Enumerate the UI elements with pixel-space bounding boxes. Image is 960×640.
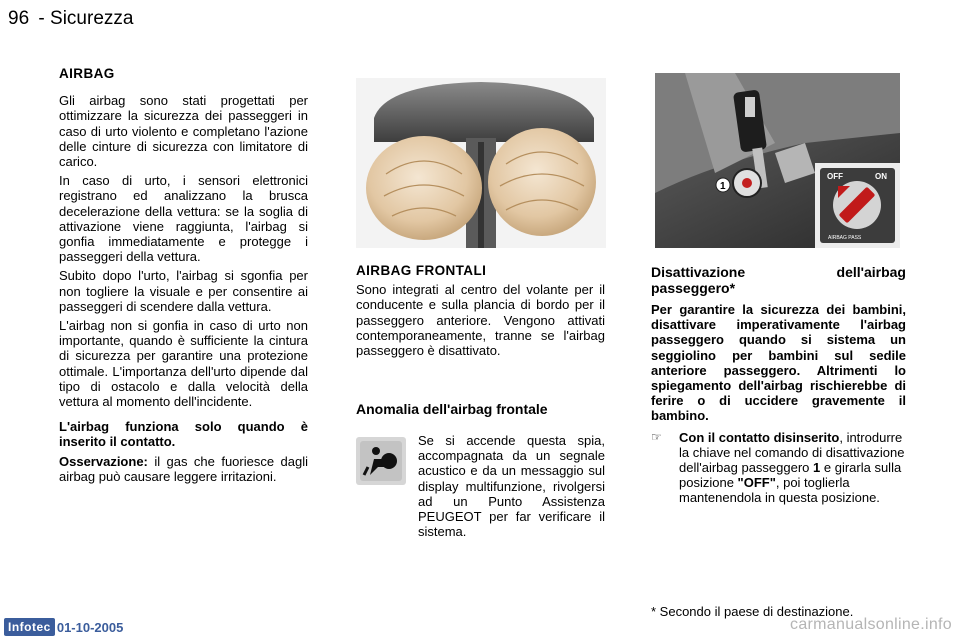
- watermark: carmanualsonline.info: [790, 616, 952, 633]
- infotec-logo: Infotec: [4, 618, 55, 636]
- switch-off-label: OFF: [827, 172, 843, 181]
- anomaly-text-block: [356, 433, 605, 543]
- frontal-airbags-illustration: [356, 78, 606, 248]
- pointing-hand-icon: ☞: [651, 429, 662, 444]
- frontal-airbags-para: Sono integrati al centro del volante per il conducente e sulla plancia di bordo per il passeggero anteriore. Vengono attivati contemporaneamente, tranne se l'airbag passeggero è disattivato.: [356, 282, 605, 359]
- page-header: [8, 8, 133, 30]
- airbag-para-2: In caso di urto, i sensori elettronici registrano ed analizzano la brusca decelerazione della vettura: se la soglia di attivazione viene raggiunta, l'airbag si gonfia immediatamente e protegge i passeggeri della vettura.: [59, 173, 308, 265]
- anomaly-title: Anomalia dell'airbag frontale: [356, 401, 548, 417]
- deactivation-bold-para: Per garantire la sicurezza dei bambini, disattivare imperativamente l'airbag passeggero quando si sistema un seggiolino per bambini sul sedile anteriore passeggero. Altrimenti lo spiegamento dell'airbag rischierebbe di ferire o di uccidere gravemente il bambino.: [651, 302, 906, 424]
- page-number: 96: [8, 8, 30, 29]
- airbag-para-1: Gli airbag sono stati progettati per ottimizzare la sicurezza dei passeggeri in caso di urto violento e completano l'azione delle cinture di sicurezza con limitatore di carico.: [59, 93, 308, 170]
- left-column: [59, 66, 308, 488]
- step-text-3: , poi toglierla mantenendola in questa posizione.: [679, 475, 880, 506]
- airbag-bold-note: L'airbag funziona solo quando è inserito il contatto.: [59, 419, 308, 450]
- middle-column: [356, 263, 605, 362]
- switch-on-label: ON: [875, 172, 887, 181]
- airbag-title: AIRBAG: [59, 66, 115, 81]
- observation-text: il gas che fuoriesce dagli airbag può causare leggere irritazioni.: [59, 453, 308, 484]
- step-off: "OFF": [737, 475, 776, 491]
- deactivation-step: [651, 430, 906, 506]
- footer: [4, 617, 123, 637]
- deactivation-title: Disattivazione dell'airbag passeggero*: [651, 264, 906, 296]
- section-title: Sicurezza: [50, 8, 134, 29]
- frontal-airbags-title: AIRBAG FRONTALI: [356, 263, 487, 278]
- switch-caption: AIRBAG PASS: [828, 235, 862, 241]
- callout-number: 1: [720, 181, 726, 192]
- airbag-deactivation-illustration: [655, 73, 900, 248]
- step-number: 1: [813, 460, 821, 476]
- step-text-2: e girarla sulla posizione: [679, 460, 902, 491]
- step-text-1: , introdurre la chiave nel comando di disattivazione dell'airbag passeggero: [679, 429, 905, 476]
- right-column: [651, 264, 906, 506]
- anomaly-section: [356, 401, 605, 417]
- airbag-para-4: L'airbag non si gonfia in caso di urto non importante, quando è sufficiente la cintura di sicurezza per garantire una protezione ottimale. L'importanza dell'urto dipende dal tipo di ostacolo e dalla velocità della vettura al momento dell'incidente.: [59, 318, 308, 410]
- deactivation-step-text: [679, 430, 906, 506]
- footnote: * Secondo il paese di destinazione.: [651, 604, 854, 619]
- anomaly-text: Se si accende questa spia, accompagnata da un segnale acustico e da un messaggio sul display multifunzione, rivolgersi ad un Punto Assistenza PEUGEOT per far verificare il sistema.: [418, 433, 605, 540]
- print-date: 01-10-2005: [56, 619, 124, 635]
- observation: [59, 454, 308, 484]
- airbag-para-3: Subito dopo l'urto, l'airbag si sgonfia per non togliere la visuale e per consentire ai passeggeri di scendere dalla vettura.: [59, 268, 308, 314]
- header-separator: -: [38, 8, 45, 29]
- step-bold: Con il contatto disinserito: [679, 429, 840, 445]
- observation-label: Osservazione:: [59, 453, 148, 469]
